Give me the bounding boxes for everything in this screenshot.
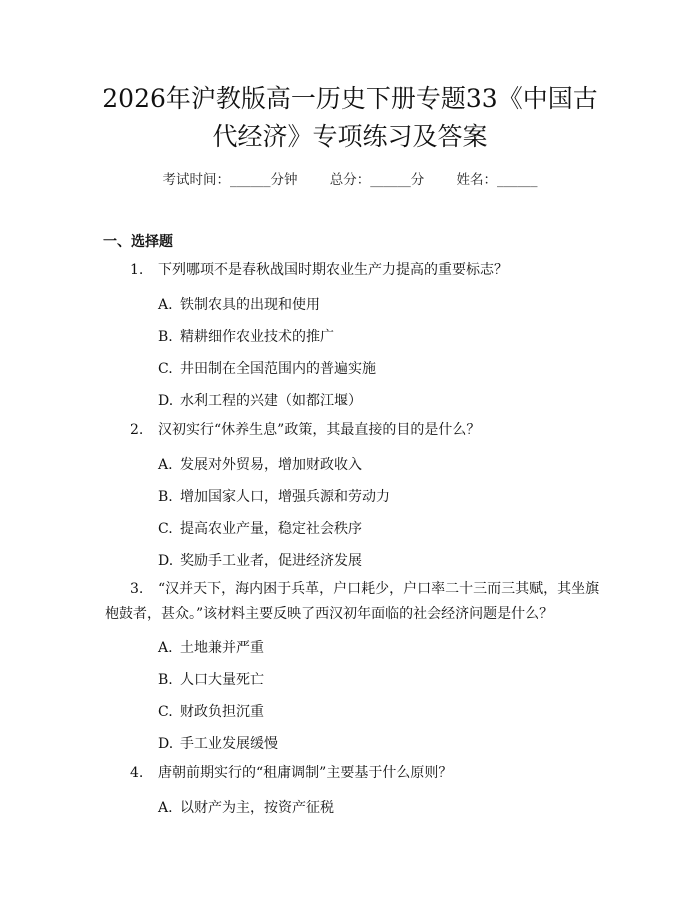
option-letter: B. (158, 329, 173, 345)
question-2-option-d (158, 550, 362, 570)
option-letter: B. (158, 672, 173, 688)
option-text: 奖励手工业者，促进经济发展 (180, 553, 362, 569)
option-letter: C. (158, 704, 173, 720)
option-letter: A. (158, 457, 173, 473)
question-text-line-1: “汉并天下，海内困于兵革，户口耗少，户口率二十三而三其赋，其坐旗 (158, 581, 600, 597)
question-1-option-b (158, 326, 334, 346)
question-text: 汉初实行“休养生息”政策，其最直接的目的是什么？ (158, 422, 481, 438)
option-letter: A. (158, 800, 173, 816)
title-line-2: 代经济》专项练习及答案 (212, 122, 488, 151)
question-number: 3. (130, 581, 144, 597)
question-number: 2. (130, 422, 144, 438)
total-score-field: 总分：______分 (329, 172, 425, 188)
option-text: 人口大量死亡 (180, 672, 264, 688)
option-text: 铁制农具的出现和使用 (180, 297, 320, 313)
question-2 (130, 418, 600, 443)
question-4-option-a (158, 797, 334, 817)
option-text: 井田制在全国范围内的普遍实施 (180, 361, 376, 377)
question-3 (105, 577, 605, 627)
option-letter: C. (158, 521, 173, 537)
option-text: 财政负担沉重 (180, 704, 264, 720)
question-2-option-b (158, 486, 390, 506)
option-letter: C. (158, 361, 173, 377)
question-text: 下列哪项不是春秋战国时期农业生产力提高的重要标志？ (158, 262, 508, 278)
question-1-option-a (158, 294, 320, 314)
option-text: 土地兼并严重 (180, 640, 264, 656)
option-text: 发展对外贸易，增加财政收入 (180, 457, 362, 473)
option-text: 增加国家人口，增强兵源和劳动力 (180, 489, 390, 505)
option-letter: B. (158, 489, 173, 505)
option-letter: D. (158, 393, 174, 409)
student-name-field: 姓名：______ (456, 172, 538, 188)
option-letter: A. (158, 640, 173, 656)
question-3-option-c (158, 701, 264, 721)
question-3-option-d (158, 733, 278, 753)
title-line-1: 2026年沪教版高一历史下册专题33《中国古 (102, 84, 598, 113)
question-number: 1. (130, 262, 144, 278)
question-3-option-b (158, 669, 264, 689)
option-letter: A. (158, 297, 173, 313)
question-1 (130, 258, 600, 283)
question-text: 唐朝前期实行的“租庸调制”主要基于什么原则？ (158, 765, 453, 781)
question-3-option-a (158, 637, 264, 657)
exam-time-field: 考试时间：______分钟 (162, 172, 298, 188)
exam-info (0, 168, 700, 188)
option-letter: D. (158, 553, 174, 569)
option-text: 精耕细作农业技术的推广 (180, 329, 334, 345)
question-text-line-2: 枹鼓者，甚众。”该材料主要反映了西汉初年面临的社会经济问题是什么？ (105, 606, 554, 622)
question-1-option-c (158, 358, 376, 378)
document-title (60, 80, 640, 156)
option-letter: D. (158, 736, 174, 752)
option-text: 提高农业产量，稳定社会秩序 (180, 521, 362, 537)
question-2-option-a (158, 454, 362, 474)
question-4 (130, 761, 600, 786)
question-1-option-d (158, 390, 362, 410)
question-2-option-c (158, 518, 362, 538)
option-text: 手工业发展缓慢 (180, 736, 278, 752)
question-number: 4. (130, 765, 144, 781)
option-text: 以财产为主，按资产征税 (180, 800, 334, 816)
option-text: 水利工程的兴建（如都江堰） (180, 393, 362, 409)
question-3-line-1 (130, 577, 605, 602)
section-title: 一、选择题 (103, 234, 173, 250)
